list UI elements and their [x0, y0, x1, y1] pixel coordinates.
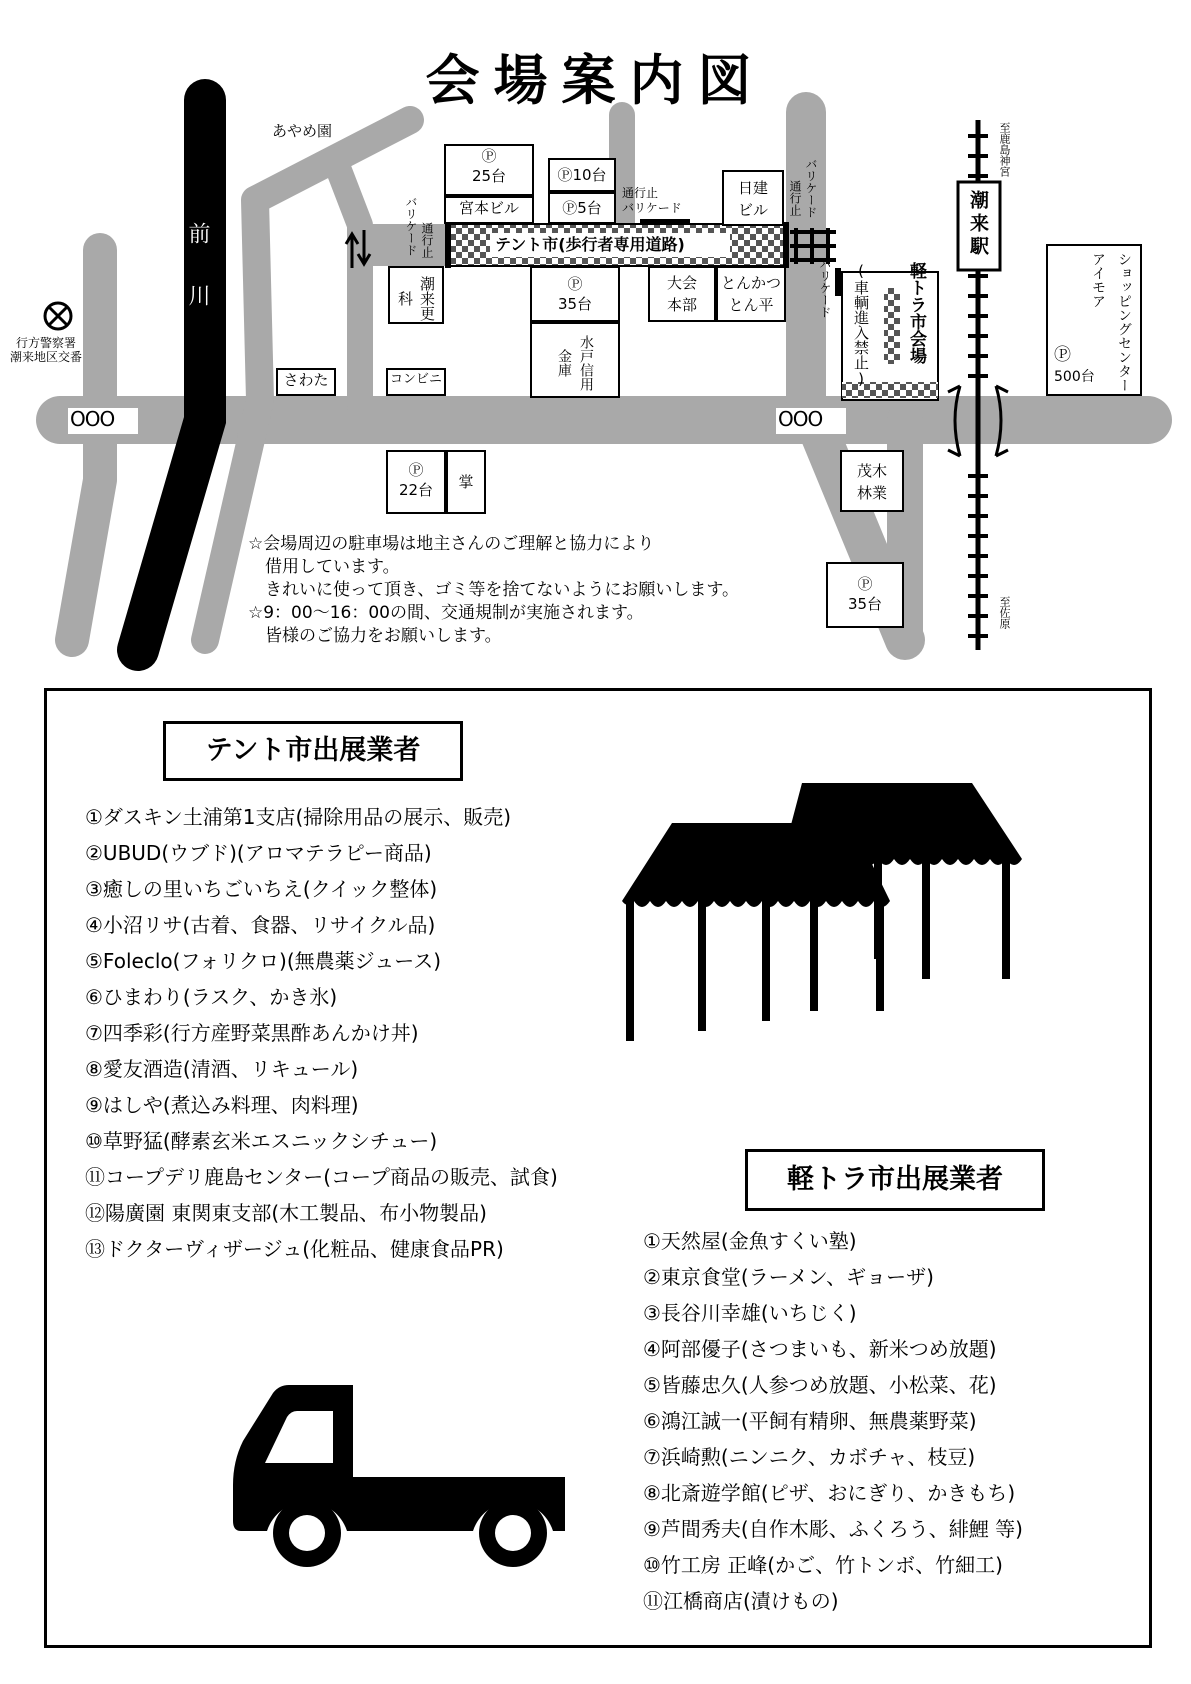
route-sign-left-label: OOO — [70, 407, 115, 431]
parking-icon: Ⓟ — [481, 147, 497, 165]
truck-icon — [223, 1381, 583, 1571]
map-notes: ☆会場周辺の駐車場は地主さんのご理解と協力により 借用しています。 きれいに使って頂き、ゴミ等を捨てないようにお願いします。 ☆9：00〜16：00の間、交通規制が実施されます。 皆様のご協力をお願いします。 — [248, 534, 739, 646]
kei-vendor-item: ⑥鴻江誠一(平飼有精卵、無農薬野菜) — [643, 1409, 977, 1433]
kei-venue-label: 軽トラ市会場 — [906, 262, 926, 364]
parking-25-count: 25台 — [471, 167, 507, 185]
parking-icon: Ⓟ — [567, 275, 583, 293]
parking-25 — [444, 144, 534, 196]
kei-vendors-heading: 軽トラ市出展業者 — [745, 1149, 1045, 1211]
tent-vendor-item: ⑨はしや(煮込み料理、肉料理) — [85, 1093, 359, 1117]
police-label: 行方警察署 潮来地区交番 — [10, 336, 83, 364]
building-mogi — [840, 450, 904, 512]
river — [138, 100, 205, 650]
barricade-right-label: バリケード — [804, 158, 818, 218]
no-vehicles-label: (車輌進入禁止) — [852, 262, 870, 388]
parking-35a — [530, 266, 620, 322]
closed-barricade-label: 通行止 バリケード — [622, 186, 682, 215]
building-sho: 掌 — [446, 450, 486, 514]
kei-vendor-item: ③長谷川幸雄(いちじく) — [643, 1301, 857, 1325]
tent-vendor-item: ⑧愛友酒造(清酒、リキュール) — [85, 1057, 359, 1081]
building-nikken — [722, 170, 784, 226]
tent-vendor-item: ⑤Foleclo(フォリクロ)(無農薬ジュース) — [85, 949, 442, 973]
parking-5 — [548, 192, 616, 224]
building-nikken-label: 日建ビル — [737, 179, 768, 219]
parking-35b — [826, 562, 904, 628]
to-kashima-label: 至鹿島神宮 — [998, 122, 1011, 177]
building-miyamoto: 宮本ビル — [444, 196, 534, 224]
kei-vendor-item: ④阿部優子(さつまいも、新米つめ放題) — [643, 1337, 997, 1361]
shopping-center-box — [1046, 244, 1142, 396]
tent-vendors-heading: テント市出展業者 — [163, 721, 463, 781]
tent-icon — [622, 763, 1042, 1043]
kei-vendor-item: ⑧北斎遊学館(ピザ、おにぎり、かきもち) — [643, 1481, 1016, 1505]
tent-vendor-item: ⑪コープデリ鹿島センター(コープ商品の販売、試食) — [85, 1165, 558, 1189]
ayame-label: あやめ園 — [272, 122, 333, 140]
kei-vendor-item: ⑪江橋商店(漬けもの) — [643, 1589, 839, 1613]
tent-vendor-item: ⑩草野猛(酵素玄米エスニックシチュー) — [85, 1129, 438, 1153]
building-tonkatsu — [716, 266, 786, 322]
tent-street-label: テント市(歩行者専用道路) — [495, 235, 685, 254]
tent-vendor-item: ④小沼リサ(古着、食器、リサイクル品) — [85, 913, 436, 937]
river-label: 前川 — [185, 222, 210, 346]
tent-vendor-item: ⑥ひまわり(ラスク、かき氷) — [85, 985, 338, 1009]
closed-right-label: 通行止 — [788, 180, 802, 216]
p500-symbol-icon: Ⓟ — [1054, 345, 1071, 365]
page-title: 会場案内図 — [425, 48, 766, 112]
kei-vendor-item: ⑤皆藤忠久(人参つめ放題、小松菜、花) — [643, 1373, 997, 1397]
p500-count: 500台 — [1054, 369, 1095, 385]
left-road — [72, 250, 100, 640]
parking-10 — [548, 158, 616, 192]
to-sawara-label: 至佐原 — [998, 596, 1011, 629]
parking-22-count: 22台 — [398, 481, 434, 499]
ayame-road-2 — [335, 160, 360, 405]
station-label: 潮来駅 — [967, 190, 989, 259]
building-mito-shinyo — [530, 322, 620, 398]
kei-vendor-item: ⑦浜崎勲(ニンニク、カボチャ、枝豆) — [643, 1445, 976, 1469]
shopping-center-label: ショッピングセンター — [1116, 252, 1132, 392]
tent-vendor-item: ③癒しの里いちごいちえ(クイック整体) — [85, 877, 438, 901]
closed-left-label: 通行止 — [420, 222, 434, 258]
kei-venue-checker — [884, 288, 900, 364]
tent-vendor-item: ⑦四季彩(行方産野菜黒酢あんかけ丼) — [85, 1021, 419, 1045]
parking-22 — [386, 450, 446, 514]
tent-vendor-item: ⑫陽廣園 東関東支部(木工製品、布小物製品) — [85, 1201, 487, 1225]
tent-vendor-item: ①ダスキン土浦第1支店(掃除用品の展示、販売) — [85, 805, 512, 829]
tent-vendors-list — [85, 799, 558, 1267]
building-mito-shinyo-label: 水戸信用金庫 — [556, 335, 594, 391]
barricade-right2-label: バリケード — [818, 258, 832, 318]
building-konbini: コンビニ — [386, 368, 446, 396]
kei-vendor-item: ②東京食堂(ラーメン、ギョーザ) — [643, 1265, 934, 1289]
kei-vendor-item: ⑩竹工房 正峰(かご、竹トンボ、竹細工) — [643, 1553, 1003, 1577]
building-sawata: さわた — [276, 368, 336, 396]
aimoa-label: アイモア — [1090, 252, 1106, 308]
building-itako-sarashina-label: 潮来更科 — [396, 275, 436, 321]
route-sign-right-label: OOO — [778, 407, 823, 431]
parking-35a-count: 35台 — [557, 295, 593, 313]
kei-vendors-list — [643, 1223, 1023, 1619]
parking-icon: Ⓟ — [562, 199, 578, 217]
tent-vendor-item: ②UBUD(ウブド)(アロマテラピー商品) — [85, 841, 432, 865]
parking-icon: Ⓟ — [857, 575, 873, 593]
kei-vendor-item: ①天然屋(金魚すくい塾) — [643, 1229, 857, 1253]
parking-5-count: 5台 — [577, 199, 602, 217]
parking-35b-count: 35台 — [847, 595, 883, 613]
parking-10-count: 10台 — [572, 166, 607, 184]
building-tonkatsu-label: とんかつとん平 — [720, 274, 781, 314]
kei-vendor-item: ⑨芦間秀夫(自作木彫、ふくろう、緋鯉 等) — [643, 1517, 1023, 1541]
barricade-left-label: バリケード — [404, 196, 418, 256]
parking-icon: Ⓟ — [408, 461, 424, 479]
tent-vendor-item: ⑬ドクターヴィザージュ(化粧品、健康食品PR) — [85, 1237, 504, 1261]
building-itako-sarashina — [388, 266, 444, 324]
parking-icon: Ⓟ — [557, 166, 573, 184]
police-icon — [45, 303, 71, 329]
building-taikai — [648, 266, 716, 322]
vendor-panel — [44, 688, 1152, 1648]
building-mogi-label: 茂木林業 — [856, 462, 887, 502]
building-taikai-label: 大会本部 — [666, 274, 697, 314]
